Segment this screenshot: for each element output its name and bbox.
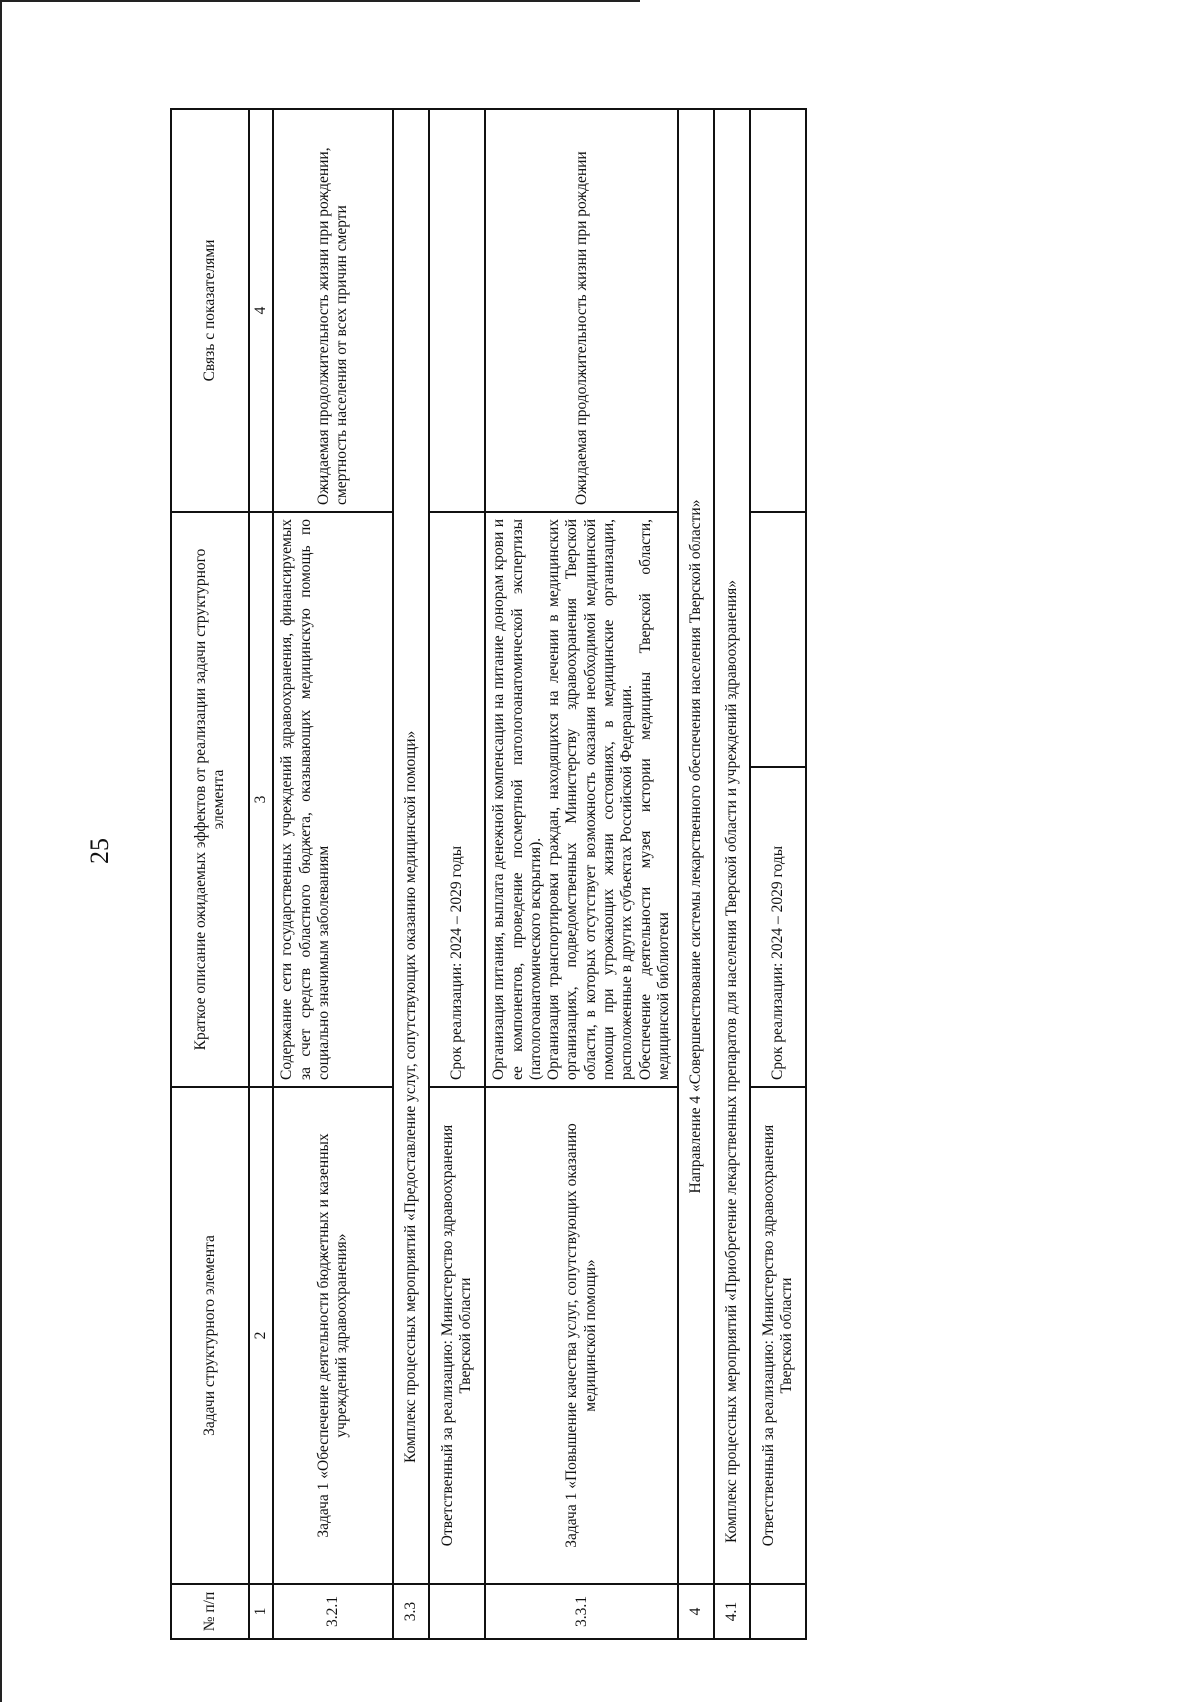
scan-edge-left (0, 0, 2, 1702)
responsible-text: Ответственный за реализацию: Министерство здравоохранения Тверской области (750, 1087, 806, 1584)
row-num: 4.1 (714, 1584, 750, 1639)
row-num: 3.3 (393, 1584, 429, 1639)
header-num: № п/п (171, 1584, 249, 1639)
header-effects: Краткое описание ожидаемых эффектов от реализации задачи структурного элемента (171, 512, 249, 1087)
table-row-4-1 (714, 109, 750, 1639)
row-effect: Содержание сети государственных учреждений здравоохранения, финансируемых за счет средств областного бюджета, оказывающих медицинскую помощь по социально значимым заболеваниям (273, 512, 393, 1087)
empty-cell (429, 109, 485, 512)
col-number-2: 2 (249, 1087, 273, 1584)
effect-paragraph-1: Организация питания, выплата денежной компенсации на питание донорам крови и ее компонентов, проведение посмертной патологоанатомической экспертизы (патологоанатомического вскрытия). (490, 518, 544, 1080)
row-num: 3.2.1 (273, 1584, 393, 1639)
effect-paragraph-2: Организация транспортировки граждан, находящихся на лечении в медицинских организациях, подведомственных Министерству здравоохранения Тверской области, в которых отсутствует возможность оказания необходимой медицинской помощи при угрожающих жизни состояниях, в медицинские организации, расположенные в других субъектах Российской Федерации. (545, 518, 636, 1080)
direction-title: Направление 4 «Совершенствование системы лекарственного обеспечения населения Тверской области» (678, 109, 714, 1584)
col-number-1: 1 (249, 1584, 273, 1639)
row-task: Задача 1 «Повышение качества услуг, сопутствующих оказанию медицинской помощи» (485, 1087, 678, 1584)
effect-paragraph-3: Обеспечение деятельности музея истории медицины Тверской области, медицинской библиотеки (636, 518, 672, 1080)
table-row-4-1-responsible (750, 109, 806, 1639)
row-effect (485, 512, 678, 1087)
row-link: Ожидаемая продолжительность жизни при рождении, смертность населения от всех причин смерти (273, 109, 393, 512)
table-row-3-2-1 (273, 109, 393, 1639)
col-number-3: 3 (249, 512, 273, 1087)
header-tasks: Задачи структурного элемента (171, 1087, 249, 1584)
empty-cell (429, 1584, 485, 1639)
row-num: 3.3.1 (485, 1584, 678, 1639)
table-row-4 (678, 109, 714, 1639)
row-link: Ожидаемая продолжительность жизни при рождении (485, 109, 678, 512)
table-row-3-3-1 (485, 109, 678, 1639)
period-text: Срок реализации: 2024 – 2029 годы (429, 512, 485, 1087)
row-task: Задача 1 «Обеспечение деятельности бюджетных и казенных учреждений здравоохранения» (273, 1087, 393, 1584)
structural-elements-table (170, 108, 807, 1640)
table-row-3-3 (393, 109, 429, 1639)
empty-cell (750, 1584, 806, 1639)
section-title: Комплекс процессных мероприятий «Предоставление услуг, сопутствующих оказанию медицинской помощи» (393, 109, 429, 1584)
col-number-4: 4 (249, 109, 273, 512)
responsible-text: Ответственный за реализацию: Министерство здравоохранения Тверской области (429, 1087, 485, 1584)
header-link: Связь с показателями (171, 109, 249, 512)
period-text: Срок реализации: 2024 – 2029 годы (750, 767, 806, 1087)
rotated-table-container (170, 110, 1070, 1640)
table-row-3-3-responsible (429, 109, 485, 1639)
section-title: Комплекс процессных мероприятий «Приобретение лекарственных препаратов для населения Тверской области и учреждений здравоохранения» (714, 109, 750, 1584)
page-number: 25 (85, 838, 114, 864)
empty-cell (750, 109, 806, 512)
column-numbers-row (249, 109, 273, 1639)
header-row (171, 109, 249, 1639)
row-num: 4 (678, 1584, 714, 1639)
scan-edge-top (0, 0, 640, 2)
empty-cell (750, 512, 806, 767)
